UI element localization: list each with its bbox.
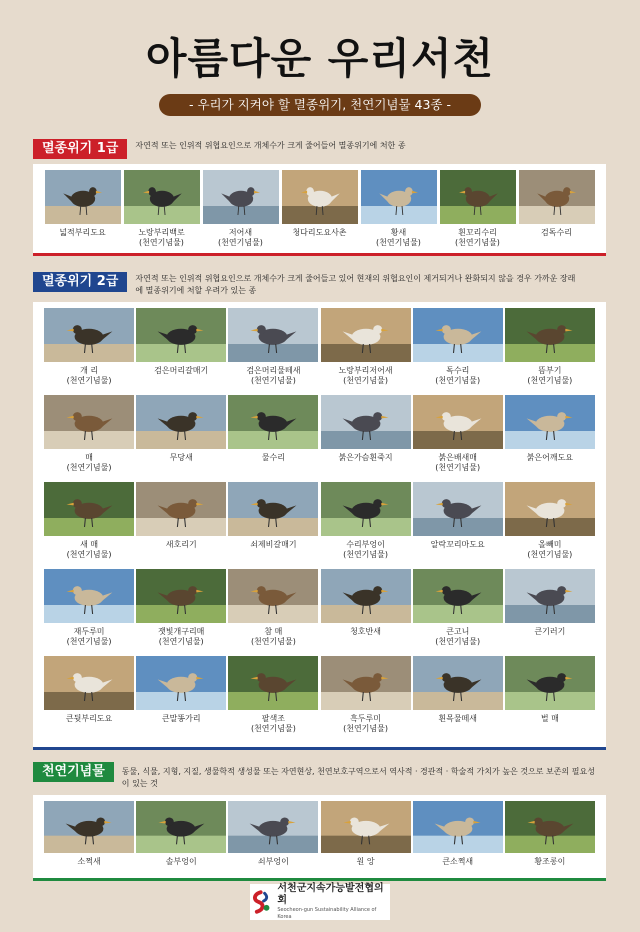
bird-photo bbox=[136, 395, 226, 449]
bird-photo bbox=[228, 801, 318, 853]
bird-name: 큰뒷부리도요 bbox=[65, 714, 113, 723]
bird-name: 붉은가슴흰죽지 bbox=[338, 453, 393, 462]
bird-card bbox=[438, 170, 517, 250]
section-description: 동물, 식물, 지형, 지질, 생물학적 생성물 또는 자연현상, 천연보호구역으로서 역사적 · 경관적 · 학술적 가치가 높은 것으로 보존의 필요성이 있는 것 bbox=[121, 767, 595, 788]
bird-name: 흰꼬리수리 bbox=[458, 228, 497, 237]
section-description: 자연적 또는 인위적 위협요인으로 개체수가 크게 줄어들고 있어 현재의 위협요인이 제거되거나 완화되지 않을 경우 가까운 장래에 멸종위기에 처할 우려가 있는 종 bbox=[135, 274, 576, 295]
bird-name: 노랑부리백로 bbox=[138, 228, 185, 237]
bird-name: 저어새 bbox=[228, 228, 253, 237]
bird-card bbox=[227, 482, 319, 569]
bird-card bbox=[412, 395, 504, 482]
bird-designation-note: (천연기념물) bbox=[250, 724, 296, 733]
bird-card bbox=[43, 482, 135, 569]
bird-designation-note: (천연기념물) bbox=[158, 637, 204, 646]
bird-name: 쇠부엉이 bbox=[257, 857, 289, 866]
section-header bbox=[33, 139, 606, 159]
bird-card bbox=[135, 656, 227, 743]
bird-card bbox=[504, 801, 596, 878]
bird-photo bbox=[136, 308, 226, 362]
bird-card bbox=[135, 482, 227, 569]
bird-panel bbox=[33, 795, 606, 881]
bird-designation-note: (천연기념물) bbox=[250, 376, 296, 385]
bird-name: 황새 bbox=[390, 228, 407, 237]
bird-photo bbox=[505, 308, 595, 362]
bird-name: 붉은어깨도요 bbox=[526, 453, 574, 462]
bird-designation-note: (천연기념물) bbox=[66, 463, 112, 472]
bird-card bbox=[504, 395, 596, 482]
bird-card bbox=[280, 170, 359, 250]
bird-card bbox=[319, 801, 411, 878]
section-header bbox=[33, 272, 606, 297]
bird-photo bbox=[44, 395, 134, 449]
bird-card bbox=[135, 801, 227, 878]
bird-name: 큰기러기 bbox=[534, 627, 566, 636]
bird-designation-note: (천연기념물) bbox=[435, 376, 481, 385]
bird-name: 올빼미 bbox=[538, 540, 562, 549]
bird-photo bbox=[282, 170, 358, 224]
bird-photo bbox=[321, 656, 411, 710]
bird-card bbox=[43, 395, 135, 482]
bird-photo bbox=[413, 308, 503, 362]
bird-photo bbox=[44, 308, 134, 362]
bird-name: 검독수리 bbox=[541, 228, 572, 237]
section-header bbox=[33, 762, 606, 790]
bird-photo bbox=[321, 482, 411, 536]
bird-card bbox=[43, 801, 135, 878]
bird-designation-note: (천연기념물) bbox=[376, 238, 421, 247]
bird-designation-note: (천연기념물) bbox=[527, 376, 573, 385]
bird-card bbox=[412, 801, 504, 878]
poster-subtitle: - 우리가 지켜야 할 멸종위기, 천연기념물 43종 - bbox=[159, 94, 481, 116]
section-endangered-class-1 bbox=[33, 139, 606, 256]
bird-name: 새호리기 bbox=[165, 540, 197, 549]
bird-designation-note: (천연기념물) bbox=[66, 637, 112, 646]
bird-card bbox=[43, 569, 135, 656]
bird-name: 붉은배새매 bbox=[438, 453, 478, 462]
bird-card bbox=[504, 569, 596, 656]
poster-title: 아름다운 우리서천 bbox=[145, 34, 495, 83]
bird-designation-note: (천연기념물) bbox=[343, 550, 388, 559]
bird-card bbox=[412, 569, 504, 656]
section-endangered-class-2 bbox=[33, 272, 606, 750]
bird-name: 뜸부기 bbox=[538, 366, 562, 375]
bird-photo bbox=[228, 569, 318, 623]
bird-designation-note: (천연기념물) bbox=[435, 637, 481, 646]
bird-photo bbox=[228, 308, 318, 362]
bird-name: 잿빛개구리매 bbox=[158, 627, 205, 636]
bird-card bbox=[504, 308, 596, 395]
bird-name: 수리부엉이 bbox=[346, 540, 385, 549]
bird-photo bbox=[361, 170, 437, 224]
bird-photo bbox=[505, 569, 595, 623]
bird-designation-note: (천연기념물) bbox=[66, 550, 112, 559]
bird-card bbox=[227, 656, 319, 743]
bird-name: 알락꼬리마도요 bbox=[430, 540, 485, 549]
bird-photo bbox=[413, 395, 503, 449]
bird-name: 노랑부리저어새 bbox=[338, 366, 393, 375]
bird-designation-note: (천연기념물) bbox=[527, 550, 573, 559]
bird-photo bbox=[321, 801, 411, 853]
bird-photo bbox=[413, 569, 503, 623]
bird-card bbox=[412, 656, 504, 743]
bird-photo bbox=[519, 170, 595, 224]
section-tag: 천연기념물 bbox=[33, 762, 114, 782]
bird-card bbox=[135, 308, 227, 395]
bird-name: 벌 매 bbox=[540, 714, 559, 723]
organization-name-english: Seocheon-gun Sustainability Alliance of Korea bbox=[277, 907, 377, 920]
bird-name: 큰말똥가리 bbox=[161, 714, 201, 723]
bird-card bbox=[412, 482, 504, 569]
bird-name: 새 매 bbox=[80, 540, 99, 549]
bird-photo bbox=[136, 482, 226, 536]
bird-photo bbox=[44, 656, 134, 710]
bird-photo bbox=[45, 170, 121, 224]
bird-card bbox=[43, 170, 122, 250]
bird-card bbox=[359, 170, 438, 250]
bird-designation-note: (천연기념물) bbox=[250, 637, 296, 646]
bird-photo bbox=[228, 482, 318, 536]
bird-name: 흰목물떼새 bbox=[438, 714, 478, 723]
bird-photo bbox=[136, 801, 226, 853]
bird-name: 청호반새 bbox=[350, 627, 381, 636]
bird-designation-note: (천연기념물) bbox=[139, 238, 184, 247]
logo-mark-icon bbox=[250, 890, 271, 914]
bird-photo bbox=[228, 395, 318, 449]
bird-card bbox=[43, 308, 135, 395]
bird-name: 넓적부리도요 bbox=[59, 228, 106, 237]
bird-name: 청다리도요사촌 bbox=[292, 228, 347, 237]
bird-panel bbox=[33, 302, 606, 750]
bird-name: 솔부엉이 bbox=[165, 857, 197, 866]
bird-photo bbox=[228, 656, 318, 710]
bird-card bbox=[319, 569, 411, 656]
bird-designation-note: (천연기념물) bbox=[66, 376, 112, 385]
bird-name: 참 매 bbox=[264, 627, 283, 636]
bird-name: 개 리 bbox=[80, 366, 99, 375]
bird-designation-note: (천연기념물) bbox=[455, 238, 500, 247]
bird-photo bbox=[505, 482, 595, 536]
bird-designation-note: (천연기념물) bbox=[218, 238, 263, 247]
bird-name: 팔색조 bbox=[261, 714, 285, 723]
bird-name: 무당새 bbox=[169, 453, 193, 462]
bird-card bbox=[319, 482, 411, 569]
bird-photo bbox=[321, 308, 411, 362]
bird-card bbox=[412, 308, 504, 395]
bird-name: 소쩍새 bbox=[77, 857, 101, 866]
bird-photo bbox=[321, 395, 411, 449]
bird-card bbox=[319, 656, 411, 743]
bird-name: 독수리 bbox=[446, 366, 470, 375]
bird-photo bbox=[440, 170, 516, 224]
bird-photo bbox=[44, 801, 134, 853]
bird-card bbox=[122, 170, 201, 250]
bird-name: 원 앙 bbox=[356, 857, 375, 866]
bird-photo bbox=[505, 801, 595, 853]
bird-name: 황조롱이 bbox=[534, 857, 566, 866]
bird-photo bbox=[44, 569, 134, 623]
bird-card bbox=[504, 482, 596, 569]
bird-name: 쇠제비갈매기 bbox=[250, 540, 297, 549]
bird-card bbox=[517, 170, 596, 250]
bird-card bbox=[319, 308, 411, 395]
bird-photo bbox=[136, 569, 226, 623]
bird-designation-note: (천연기념물) bbox=[343, 724, 388, 733]
bird-photo bbox=[413, 801, 503, 853]
bird-name: 재두루미 bbox=[73, 627, 105, 636]
bird-name: 검은머리갈매기 bbox=[154, 366, 209, 375]
bird-photo bbox=[413, 482, 503, 536]
bird-card bbox=[227, 569, 319, 656]
bird-panel bbox=[33, 164, 606, 256]
bird-photo bbox=[505, 656, 595, 710]
section-description: 자연적 또는 인위적 위협요인으로 개체수가 크게 줄어들어 멸종위기에 처한 종 bbox=[135, 141, 406, 150]
bird-photo bbox=[505, 395, 595, 449]
bird-photo bbox=[203, 170, 279, 224]
bird-designation-note: (천연기념물) bbox=[435, 463, 481, 472]
bird-card bbox=[227, 308, 319, 395]
organization-logo bbox=[250, 884, 390, 920]
bird-photo bbox=[44, 482, 134, 536]
section-tag: 멸종위기 1급 bbox=[33, 139, 127, 159]
bird-card bbox=[135, 569, 227, 656]
bird-card bbox=[227, 801, 319, 878]
bird-photo bbox=[413, 656, 503, 710]
bird-name: 물수리 bbox=[261, 453, 285, 462]
bird-name: 매 bbox=[85, 453, 93, 462]
bird-photo bbox=[321, 569, 411, 623]
bird-card bbox=[135, 395, 227, 482]
bird-name: 흑두루미 bbox=[350, 714, 381, 723]
bird-photo bbox=[124, 170, 200, 224]
bird-photo bbox=[136, 656, 226, 710]
bird-card bbox=[319, 395, 411, 482]
bird-name: 검은머리물떼새 bbox=[246, 366, 301, 375]
section-natural-monument bbox=[33, 762, 606, 881]
bird-card bbox=[227, 395, 319, 482]
bird-card bbox=[201, 170, 280, 250]
bird-designation-note: (천연기념물) bbox=[343, 376, 388, 385]
organization-name: 서천군지속가능발전협의회 bbox=[277, 883, 384, 906]
bird-name: 큰고니 bbox=[446, 627, 470, 636]
bird-card bbox=[43, 656, 135, 743]
bird-card bbox=[504, 656, 596, 743]
section-tag: 멸종위기 2급 bbox=[33, 272, 127, 292]
bird-name: 큰소쩍새 bbox=[442, 857, 474, 866]
